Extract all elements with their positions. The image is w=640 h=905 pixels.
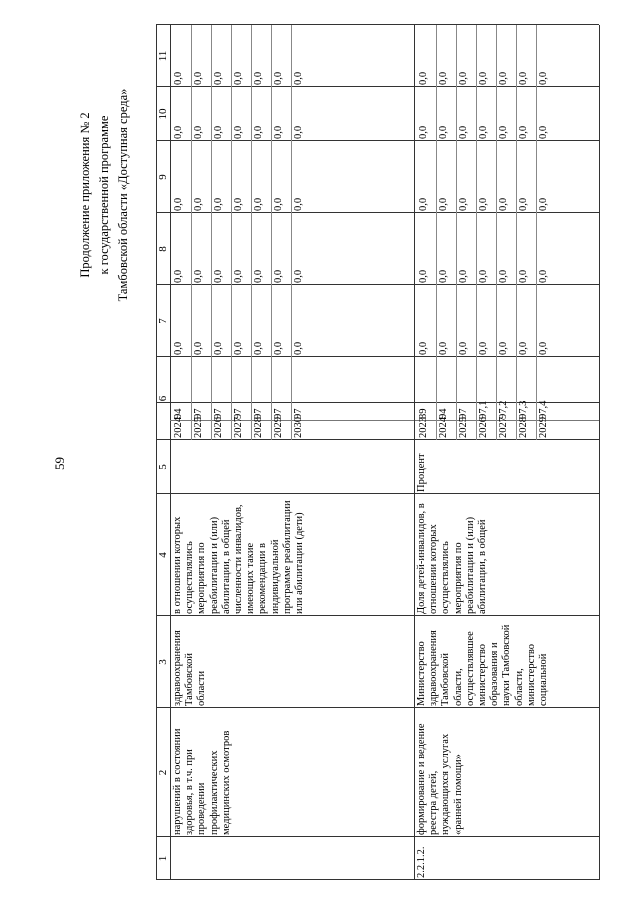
finance-value-cell: 0,0	[193, 125, 204, 139]
finance-value-cell: 0,0	[233, 341, 244, 355]
year-cell: 2023	[418, 417, 429, 438]
col-header-11: 11	[157, 50, 169, 62]
finance-value-cell: 0,0	[458, 125, 469, 139]
finance-value-cell: 0,0	[233, 269, 244, 283]
col-separator	[156, 356, 599, 357]
year-cell: 2026	[213, 417, 224, 438]
finance-value-cell: 0,0	[418, 71, 429, 85]
year-cell: 2024	[173, 417, 184, 438]
indicator-value-cell: 97	[458, 408, 469, 419]
finance-value-cell: 0,0	[438, 269, 449, 283]
col-separator	[156, 439, 599, 440]
col-separator	[156, 836, 599, 837]
finance-value-cell: 0,0	[538, 71, 549, 85]
finance-value-cell: 0,0	[173, 269, 184, 283]
year-cell: 2029	[538, 417, 549, 438]
finance-value-cell: 0,0	[233, 125, 244, 139]
col-header-5: 5	[157, 464, 169, 470]
col-header-1: 1	[157, 855, 169, 862]
year-row-separator	[516, 25, 517, 440]
finance-value-cell: 0,0	[438, 71, 449, 85]
finance-value-cell: 0,0	[538, 341, 549, 355]
col-header-6: 6	[157, 395, 169, 402]
appendix-header	[76, 45, 133, 345]
finance-value-cell: 0,0	[193, 269, 204, 283]
year-cell: 2025	[193, 417, 204, 438]
finance-value-cell: 0,0	[273, 269, 284, 283]
finance-value-cell: 0,0	[293, 125, 304, 139]
finance-value-cell: 0,0	[173, 125, 184, 139]
row-b-executor: Министерство здравоохранения Тамбовской области, осуществлявшее министерство образования и науки Тамбовской области, министерство социальной	[416, 624, 550, 706]
finance-value-cell: 0,0	[213, 71, 224, 85]
indicator-value-cell: 89	[418, 408, 429, 419]
row-b-indicator: Доля детей-инвалидов, в отношении которых осуществлялись мероприятия по реабилитации и (или) абилитации, в общей	[416, 503, 489, 614]
indicator-value-cell: 97	[213, 408, 224, 419]
header-line-2: к государственной программе	[97, 115, 111, 275]
year-cell: 2029	[273, 417, 284, 438]
row-separator	[414, 25, 415, 880]
indicator-value-cell: 97,3	[518, 400, 529, 419]
finance-value-cell: 0,0	[418, 341, 429, 355]
finance-value-cell: 0,0	[538, 125, 549, 139]
finance-value-cell: 0,0	[173, 341, 184, 355]
finance-value-cell: 0,0	[518, 125, 529, 139]
row-b-unit: Процент	[416, 453, 427, 492]
indicator-value-cell: 97	[293, 408, 304, 419]
col-header-10: 10	[157, 108, 169, 120]
row-a-event-text: нарушений в состоянии здоровья, в т.ч. при проведении профилактических медицинских осмотров	[172, 728, 232, 835]
header-row-border	[170, 25, 171, 880]
finance-value-cell: 0,0	[253, 341, 264, 355]
finance-value-cell: 0,0	[518, 269, 529, 283]
finance-value-cell: 0,0	[293, 269, 304, 283]
col-separator	[156, 212, 599, 213]
year-row-separator	[271, 25, 272, 440]
finance-value-cell: 0,0	[253, 125, 264, 139]
col-header-3: 3	[157, 659, 169, 665]
year-row-separator	[536, 25, 537, 440]
row-a-indicator: в отношении которых осуществлялись мероприятия по реабилитации и (или) абилитации, в общей численности инвалидов, имеющих такие рекомендации в индивидуальной программе реабилитации или абилитации (дети)	[172, 500, 306, 614]
col-header-2: 2	[157, 769, 169, 776]
finance-value-cell: 0,0	[458, 197, 469, 211]
row-a-executor: здравоохранения Тамбовской области	[172, 630, 208, 706]
year-cell: 2027	[498, 417, 509, 438]
finance-value-cell: 0,0	[253, 197, 264, 211]
row-b-number: 2.2.1.2.	[416, 846, 427, 878]
table-border-right	[156, 24, 599, 25]
indicator-value-cell: 97,2	[498, 400, 509, 419]
col-header-7: 7	[157, 318, 169, 324]
year-cell: 2027	[233, 417, 244, 438]
finance-value-cell: 0,0	[538, 269, 549, 283]
finance-value-cell: 0,0	[498, 197, 509, 211]
finance-value-cell: 0,0	[273, 197, 284, 211]
table-border-bottom	[599, 25, 600, 880]
col-separator	[156, 86, 599, 87]
col-header-8: 8	[157, 246, 169, 252]
year-cell: 2030	[293, 417, 304, 438]
indicator-value-cell: 97	[253, 408, 264, 419]
indicators-table	[156, 25, 599, 880]
finance-value-cell: 0,0	[273, 125, 284, 139]
finance-value-cell: 0,0	[193, 71, 204, 85]
finance-value-cell: 0,0	[253, 269, 264, 283]
finance-value-cell: 0,0	[478, 125, 489, 139]
finance-value-cell: 0,0	[498, 341, 509, 355]
col-separator	[156, 493, 599, 494]
finance-value-cell: 0,0	[193, 341, 204, 355]
col-separator	[156, 615, 599, 616]
col-header-9: 9	[157, 174, 169, 180]
page-number: 59	[52, 457, 67, 470]
header-line-3: Тамбовской области «Доступная среда»	[116, 88, 130, 302]
finance-value-cell: 0,0	[458, 341, 469, 355]
finance-value-cell: 0,0	[478, 71, 489, 85]
year-row-separator	[476, 25, 477, 440]
indicator-value-cell: 97	[233, 408, 244, 419]
indicator-value-cell: 97,4	[538, 400, 549, 419]
finance-value-cell: 0,0	[173, 197, 184, 211]
finance-value-cell: 0,0	[498, 269, 509, 283]
year-cell: 2025	[458, 417, 469, 438]
finance-value-cell: 0,0	[458, 269, 469, 283]
row-b-event-text: формирование и ведение реестра детей, нуждающихся услугах «ранней помощи»	[416, 723, 464, 835]
indicator-value-cell: 97	[193, 408, 204, 419]
year-row-separator	[456, 25, 457, 440]
finance-value-cell: 0,0	[273, 341, 284, 355]
indicator-value-cell: 94	[438, 408, 449, 419]
finance-value-cell: 0,0	[498, 71, 509, 85]
col-separator	[156, 140, 599, 141]
finance-value-cell: 0,0	[518, 341, 529, 355]
col-separator	[156, 707, 599, 708]
finance-value-cell: 0,0	[518, 197, 529, 211]
finance-value-cell: 0,0	[418, 125, 429, 139]
finance-value-cell: 0,0	[438, 341, 449, 355]
year-row-separator	[191, 25, 192, 440]
col-separator	[156, 402, 599, 403]
col-header-4: 4	[157, 552, 169, 558]
header-line-1: Продолжение приложения № 2	[78, 112, 92, 278]
year-cell: 2024	[438, 417, 449, 438]
finance-value-cell: 0,0	[273, 71, 284, 85]
finance-value-cell: 0,0	[213, 125, 224, 139]
finance-value-cell: 0,0	[213, 341, 224, 355]
finance-value-cell: 0,0	[418, 269, 429, 283]
year-row-separator	[496, 25, 497, 440]
finance-value-cell: 0,0	[478, 269, 489, 283]
year-row-separator	[211, 25, 212, 440]
finance-value-cell: 0,0	[438, 125, 449, 139]
finance-value-cell: 0,0	[438, 197, 449, 211]
finance-value-cell: 0,0	[293, 71, 304, 85]
indicator-value-cell: 97,1	[478, 400, 489, 419]
finance-value-cell: 0,0	[213, 269, 224, 283]
table-border-left	[156, 879, 599, 880]
year-row-separator	[231, 25, 232, 440]
year-cell: 2026	[478, 417, 489, 438]
year-row-separator	[251, 25, 252, 440]
indicator-value-cell: 94	[173, 408, 184, 419]
finance-value-cell: 0,0	[233, 197, 244, 211]
finance-value-cell: 0,0	[498, 125, 509, 139]
finance-value-cell: 0,0	[518, 71, 529, 85]
finance-value-cell: 0,0	[193, 197, 204, 211]
year-cell: 2028	[253, 417, 264, 438]
year-row-separator	[291, 25, 292, 440]
finance-value-cell: 0,0	[478, 197, 489, 211]
finance-value-cell: 0,0	[213, 197, 224, 211]
finance-value-cell: 0,0	[458, 71, 469, 85]
indicator-value-cell: 97	[273, 408, 284, 419]
finance-value-cell: 0,0	[478, 341, 489, 355]
year-cell: 2028	[518, 417, 529, 438]
finance-value-cell: 0,0	[253, 71, 264, 85]
finance-value-cell: 0,0	[418, 197, 429, 211]
col-separator	[156, 284, 599, 285]
year-row-separator	[436, 25, 437, 440]
finance-value-cell: 0,0	[293, 341, 304, 355]
finance-value-cell: 0,0	[173, 71, 184, 85]
finance-value-cell: 0,0	[293, 197, 304, 211]
finance-value-cell: 0,0	[233, 71, 244, 85]
finance-value-cell: 0,0	[538, 197, 549, 211]
